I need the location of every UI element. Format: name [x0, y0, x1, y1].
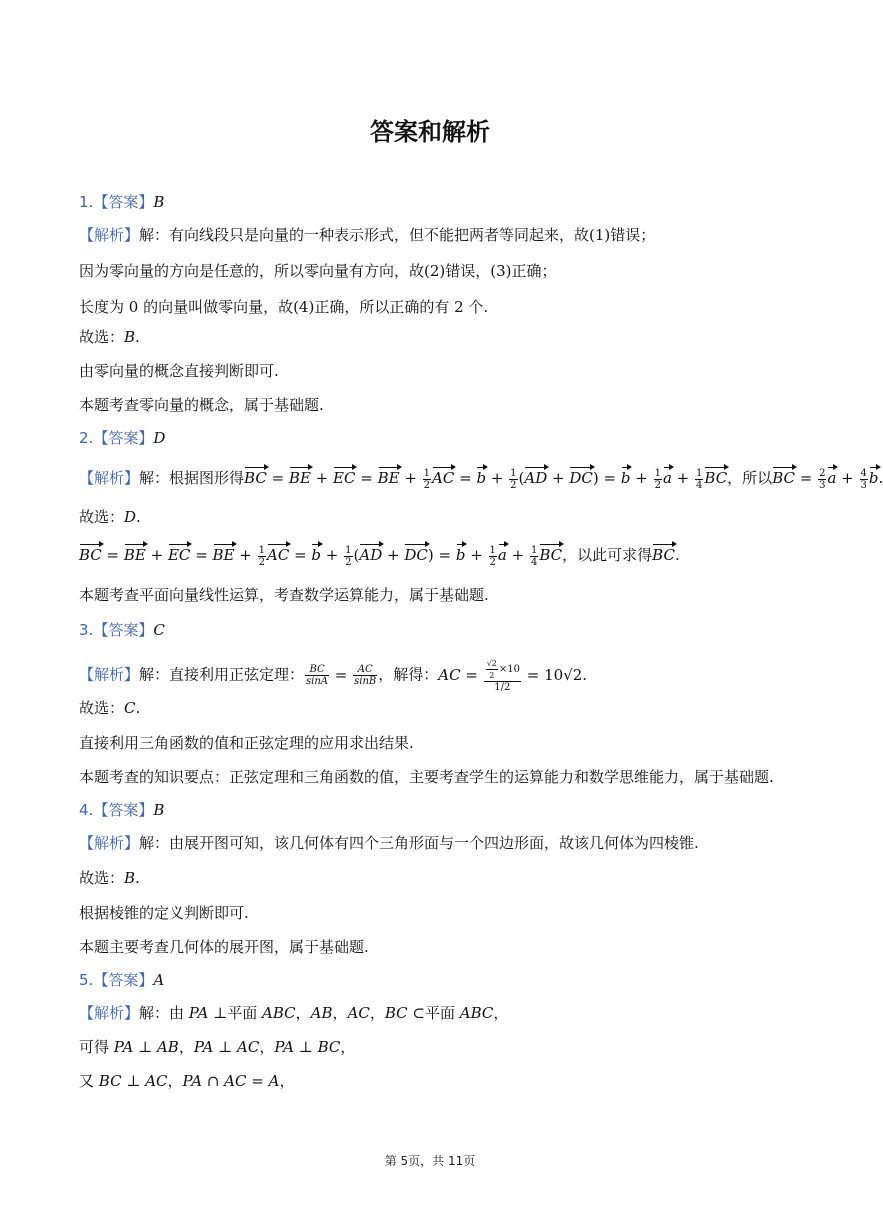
q2-equation-2: BC = $\frac{2}{3}$ a + $\frac{4}{3}$ b. — [772, 467, 883, 491]
q5-number: 5. — [79, 971, 94, 989]
q4-answer-value: B — [153, 801, 165, 819]
q2-choose-line: 故选：D. — [79, 508, 141, 526]
q5-text-2d: PA ⊥ AC — [193, 1038, 260, 1056]
q1-text-2: 因为零向量的方向是任意的，所以零向量有方向，故(2)错误，(3)正确； — [79, 262, 557, 280]
q5-text-3a: 又 — [79, 1072, 99, 1090]
q5-text-h: AC — [347, 1004, 370, 1022]
q5-text-3c: ， — [167, 1072, 183, 1090]
q2-summary: 本题考查平面向量线性运算，考查数学运算能力，属于基础题. — [79, 586, 489, 604]
q2-analysis-line — [79, 466, 883, 491]
q5-text-d: ABC — [262, 1004, 296, 1022]
q5-text-e: ， — [295, 1004, 311, 1022]
q3-result: AC = $\frac{√2}{2}$ ×10 1/2 = 10√2. — [438, 659, 588, 693]
q2-equation-1: BC = BE + EC = BE + $\frac{1}{2}$ AC = b + $\frac{1}{2}$ (AD + DC) = b + $\frac{1}{2}$ a + $\frac{1}{4}$ BC — [244, 467, 728, 491]
q5-text-k: ⊂平面 — [407, 1004, 460, 1022]
q5-text-i: ， — [369, 1004, 385, 1022]
q1-text-3: 长度为 0 的向量叫做零向量，故(4)正确，所以正确的有 2 个. — [79, 298, 489, 316]
q3-analysis-label: 【解析】 — [79, 665, 140, 684]
page-footer: 第 5页，共 11页 — [384, 1154, 476, 1168]
q4-text-2: 根据棱锥的定义判断即可. — [79, 904, 249, 922]
q5-line-1 — [79, 1003, 799, 1023]
q4-answer-label: 【答案】 — [93, 801, 154, 819]
q4-text-3: 本题主要考查几何体的展开图，属于基础题. — [79, 938, 369, 956]
q5-text-2c: ， — [178, 1038, 194, 1056]
q4-analysis-label: 【解析】 — [79, 834, 140, 852]
q5-text-3e: ， — [279, 1072, 295, 1090]
q2-number: 2. — [79, 429, 94, 447]
q5-text-2f: PA ⊥ BC — [274, 1038, 341, 1056]
q5-text-3d: PA ∩ AC = A — [182, 1072, 280, 1090]
q2-choose-label: 故选： — [79, 508, 125, 526]
q1-text-1: 解：有向线段只是向量的一种表示形式，但不能把两者等同起来，故(1)错误； — [139, 226, 656, 244]
q3-choose-label: 故选： — [79, 699, 125, 717]
q2-choose-value: D — [124, 508, 137, 526]
q1-choose-value: B — [124, 328, 136, 346]
q4-analysis-line — [79, 833, 799, 853]
q5-answer-value: A — [153, 971, 165, 989]
q3-answer-label: 【答案】 — [93, 621, 154, 639]
q1-choose-label: 故选： — [79, 328, 125, 346]
q3-choose-value: C — [124, 699, 136, 717]
q1-text-4: 由零向量的概念直接判断即可. — [79, 362, 279, 380]
q3-number: 3. — [79, 621, 94, 639]
q3-answer-line — [79, 620, 799, 640]
q5-text-3b: BC ⊥ AC — [98, 1072, 168, 1090]
q4-number: 4. — [79, 801, 94, 819]
q2-equation-3: BC = BE + EC = BE + $\frac{1}{2}$ AC = b + $\frac{1}{2}$ (AD + DC) = b + $\frac{1}{2}$ a + $\frac{1}{4}$ BC — [79, 544, 563, 568]
q1-analysis-line — [79, 225, 799, 245]
q5-text-2a: 可得 — [79, 1038, 114, 1056]
q2-answer-line — [79, 428, 799, 448]
q5-text-a: 解：由 — [139, 1004, 189, 1022]
page-title: 答案和解析 — [370, 118, 490, 146]
q2-summary-line: BC = BE + EC = BE + $\frac{1}{2}$ AC = b + $\frac{1}{2}$ (AD + DC) = b + $\frac{1}{2}$ a + $\frac{1}{4}$ BC，以此可求得BC. — [79, 544, 680, 568]
q2-suffix: ，以此可求得 — [562, 546, 653, 564]
q1-choose-line: 故选：B. — [79, 328, 140, 346]
q5-text-l: ABC — [459, 1004, 494, 1022]
q5-text-b: PA — [188, 1004, 209, 1022]
q5-text-j: BC — [384, 1004, 408, 1022]
q2-answer-label: 【答案】 — [93, 429, 154, 447]
q5-text-2g: ， — [340, 1038, 356, 1056]
q3-text-1: 直接利用三角函数的值和正弦定理的应用求出结果. — [79, 734, 414, 752]
q3-sine-law: $\frac{BC}{\sin A}$ = $\frac{AC}{\sin B}$ — [306, 664, 377, 687]
q4-answer-line — [79, 800, 799, 820]
q3-answer-value: C — [153, 621, 165, 639]
q2-result-vector: BC — [652, 543, 675, 565]
q3-analysis-line — [79, 658, 799, 693]
q1-analysis-label: 【解析】 — [79, 226, 140, 244]
q1-text-5: 本题考查零向量的概念，属于基础题. — [79, 396, 324, 414]
q5-line-2 — [79, 1037, 799, 1057]
q3-text-2: 本题考查的知识要点：正弦定理和三角函数的值，主要考查学生的运算能力和数学思维能力，属于基础题. — [79, 768, 774, 786]
q2-answer-value: D — [153, 429, 166, 447]
q4-choose-value: B — [124, 869, 136, 887]
q5-text-c: ⊥平面 — [208, 1004, 263, 1022]
q1-answer-label: 【答案】 — [93, 193, 154, 211]
q5-text-2b: PA ⊥ AB — [113, 1038, 179, 1056]
q5-text-2e: ， — [259, 1038, 275, 1056]
q5-text-g: ， — [332, 1004, 348, 1022]
q5-text-m: ， — [493, 1004, 509, 1022]
q5-answer-line — [79, 970, 799, 990]
q5-line-3 — [79, 1071, 799, 1091]
q5-analysis-label: 【解析】 — [79, 1004, 140, 1022]
q4-choose-label: 故选： — [79, 869, 125, 887]
q2-prefix: 解：根据图形得 — [139, 469, 245, 487]
q4-text-1: 解：由展开图可知，该几何体有四个三角形面与一个四边形面，故该几何体为四棱锥. — [139, 834, 699, 852]
q5-text-f: AB — [310, 1004, 333, 1022]
q1-answer-value: B — [153, 193, 165, 211]
q2-mid: ，所以 — [727, 469, 773, 487]
q1-answer-line — [79, 192, 799, 212]
q2-analysis-label: 【解析】 — [79, 469, 140, 487]
q1-number: 1. — [79, 193, 94, 211]
q3-choose-line: 故选：C. — [79, 699, 141, 717]
q3-solve: ，解得： — [378, 665, 439, 684]
q5-answer-label: 【答案】 — [93, 971, 154, 989]
q3-prefix: 解：直接利用正弦定理： — [139, 665, 305, 684]
q4-choose-line: 故选：B. — [79, 869, 140, 887]
